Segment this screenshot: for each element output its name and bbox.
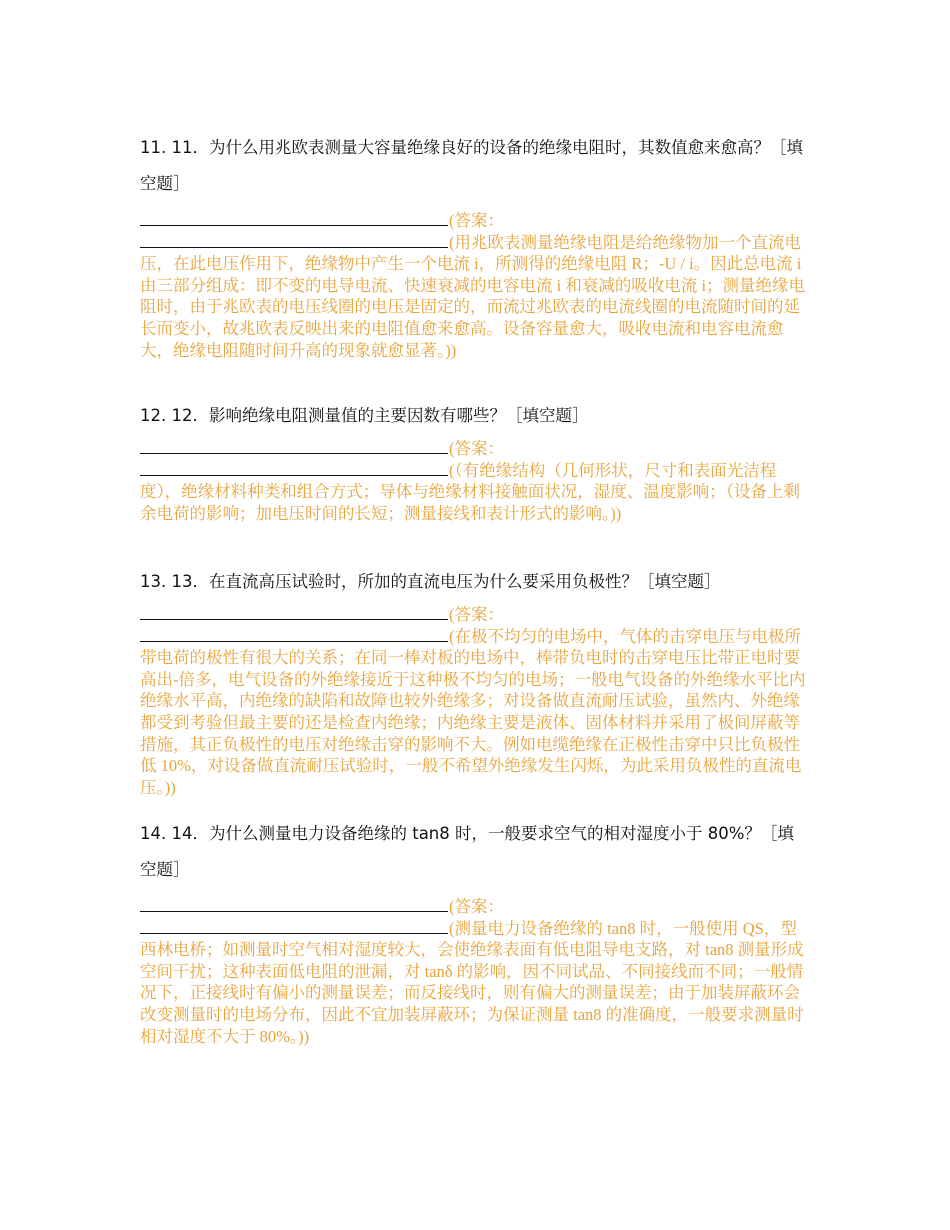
answer-label: (答案： — [449, 439, 504, 458]
answer-blank[interactable] — [140, 626, 448, 642]
question-12-answer — [140, 438, 812, 524]
question-12-title: 12. 12．影响绝缘电阻测量值的主要因数有哪些？［填空题］ — [140, 406, 589, 425]
answer-label: (答案： — [449, 897, 504, 916]
question-13-title: 13. 13．在直流高压试验时，所加的直流电压为什么要采用负极性？［填空题］ — [140, 572, 721, 591]
question-14-title: 14. 14．为什么测量电力设备绝缘的 tan8 时，一般要求空气的相对湿度小于 80%？［填空题］ — [140, 824, 794, 879]
question-11-answer — [140, 210, 812, 361]
answer-text: (在极不均匀的电场中，气体的击穿电压与电极所带电荷的极性有很大的关系；在同一棒对板的电场中，棒带负电时的击穿电压比带正电时要高出-倍多，电气设备的外绝缘接近于这种极不均匀的电场；一般电气设备的外绝缘水平比内绝缘水平高，内绝缘的缺陷和故障也较外绝缘多；对设备做直流耐压试验，虽然内、外绝缘都受到考验但最主要的还是检查内绝缘；内绝缘主要是液体、固体材料并采用了极间屏蔽等措施，其正负极性的电压对绝缘击穿的影响不大。例如电缆绝缘在正极性击穿中只比负极性低 10%，对设备做直流耐压试验时，一般不希望外绝缘发生闪烁，为此采用负极性的直流电压。)) — [140, 626, 806, 797]
answer-label: (答案： — [449, 605, 504, 624]
question-13-answer — [140, 604, 812, 798]
answer-blank[interactable] — [140, 896, 448, 912]
answer-blank[interactable] — [140, 460, 448, 476]
question-14-answer — [140, 896, 812, 1047]
answer-text: (测量电力设备绝缘的 tan8 时，一般使用 QS，型西林电桥；如测量时空气相对湿度较大，会使绝缘表面有低电阻导电支路，对 tan8 测量形成空间干扰；这种表面低电阻的泄漏，对 tanδ 的影响，因不同试品、不同接线而不同；一般情况下，正接线时有偏小的测量误差；而反接线时，则有偏大的测量误差；由于加装屏蔽环会改变测量时的电场分布，因此不宜加装屏蔽环；为保证测量 tan8 的准确度，一般要求测量时相对湿度不大于 80%。)) — [140, 918, 804, 1046]
answer-blank[interactable] — [140, 232, 448, 248]
question-11-title: 11. 11．为什么用兆欧表测量大容量绝缘良好的设备的绝缘电阻时，其数值愈来愈高？［填空题］ — [140, 138, 803, 193]
answer-blank[interactable] — [140, 438, 448, 454]
answer-blank[interactable] — [140, 918, 448, 934]
answer-text: (用兆欧表测量绝缘电阻是给绝缘物加一个直流电压，在此电压作用下，绝缘物中产生一个电流 i，所测得的绝缘电阻 R；-U / i。因此总电流 i 由三部分组成：即不变的电导电流、快速衰减的电容电流 i 和衰减的吸收电流 i；测量绝缘电阻时，由于兆欧表的电压线圈的电压是固定的，而流过兆欧表的电流线圈的电流随时间的延长而变小，故兆欧表反映出来的电阻值愈来愈高。设备容量愈大，吸收电流和电容电流愈大，绝缘电阻随时间升高的现象就愈显著。)) — [140, 232, 806, 360]
answer-label: (答案： — [449, 211, 504, 230]
answer-blank[interactable] — [140, 210, 448, 226]
answer-text: (（有绝缘结构（几何形状，尺寸和表面光洁程度），绝缘材料种类和组合方式；导体与绝缘材料接触面状况，湿度、温度影响；（设备上剩余电荷的影响；加电压时间的长短；测量接线和表计形式的影响。)) — [140, 460, 800, 523]
answer-blank[interactable] — [140, 604, 448, 620]
